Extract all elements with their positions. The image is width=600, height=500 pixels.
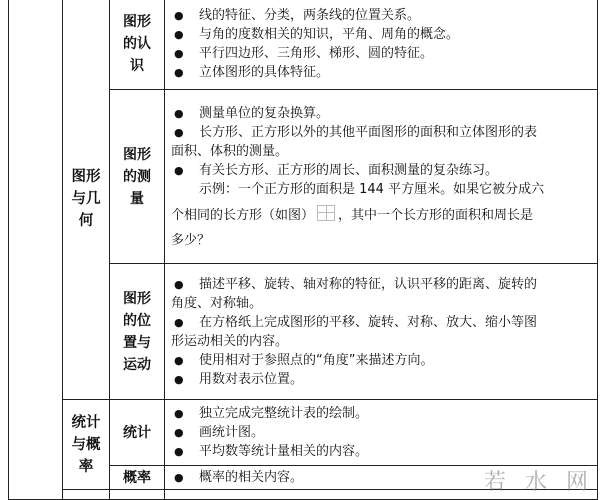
content-statistics: [165, 400, 598, 466]
content-recognition: [165, 0, 598, 90]
bullet-icon: ●: [174, 277, 184, 291]
content-position: [165, 264, 598, 400]
example-text: 多少？: [171, 232, 211, 248]
list-item: ● 平均数等统计量相关的内容。: [174, 444, 369, 459]
list-item: ● 有关长方形、正方形的周长、面积测量的复杂练习。: [174, 162, 499, 178]
sub-label-recognition: 图形的认识: [110, 0, 165, 90]
bullet-icon: ●: [174, 66, 184, 79]
rectangle-grid-figure: [317, 205, 335, 221]
sub-label-position: 图形的位置与运动: [110, 264, 165, 400]
list-item: ● 线的特征、分类，两条线的位置关系。: [174, 8, 421, 23]
list-item: ● 独立完成完整统计表的绘制。: [174, 406, 369, 421]
list-item: ● 测量单位的复杂换算。: [174, 105, 330, 121]
sub-label-statistics: 统计: [110, 400, 165, 466]
table-row: [9, 400, 598, 466]
area-label-geometry: 图形与几何: [63, 0, 110, 400]
list-item: ● 长方形、正方形以外的其他平面图形的面积和立体图形的表: [174, 124, 538, 140]
empty-cell: [110, 490, 165, 500]
bullet-icon: ●: [174, 163, 184, 177]
list-item-continuation: 角度、对称轴。: [171, 295, 263, 311]
list-item: ● 使用相对于参照点的“角度”来描述方向。: [174, 352, 434, 368]
example-text: 示例：一个正方形的面积是 144 平方厘米。如果它被分成六: [199, 181, 545, 197]
bullet-icon: ●: [174, 28, 184, 41]
left-margin-cell: [9, 0, 63, 500]
bullet-icon: ●: [174, 471, 184, 484]
list-item: ● 平行四边形、三角形、梯形、圆的特征。: [174, 46, 434, 61]
bullet-icon: ●: [174, 445, 184, 458]
table-row: [9, 0, 598, 90]
list-item: ● 在方格纸上完成图形的平移、旋转、对称、放大、缩小等图: [174, 314, 538, 330]
bullet-icon: ●: [174, 315, 184, 329]
empty-cell: [63, 490, 110, 500]
list-item: ● 描述平移、旋转、轴对称的特征，认识平移的距离、旋转的: [174, 276, 538, 292]
list-item-continuation: 形运动相关的内容。: [171, 333, 289, 349]
curriculum-table: [8, 0, 598, 500]
list-item: ● 立体图形的具体特征。: [174, 65, 330, 80]
area-label-stats: 统计与概率: [63, 400, 110, 490]
watermark: 若 水 网: [484, 470, 594, 495]
list-item: ● 概率的相关内容。: [174, 470, 304, 485]
list-item: ● 与角的度数相关的知识，平角、周角的概念。: [174, 27, 460, 42]
bullet-icon: ●: [174, 353, 184, 367]
bullet-icon: ●: [174, 125, 184, 139]
list-item: ● 画统计图。: [174, 425, 265, 440]
list-item-continuation: 面积、体积的测量。: [171, 143, 289, 159]
bullet-icon: ●: [174, 372, 184, 386]
example-text: 个相同的长方形（如图） ，其中一个长方形的面积和周长是: [171, 199, 593, 225]
bullet-icon: ●: [174, 426, 184, 439]
bullet-icon: ●: [174, 9, 184, 22]
sub-label-probability: 概率: [110, 466, 165, 490]
content-measurement: [165, 90, 598, 264]
bullet-icon: ●: [174, 106, 184, 120]
bullet-icon: ●: [174, 47, 184, 60]
bullet-icon: ●: [174, 407, 184, 420]
sub-label-measurement: 图形的测量: [110, 90, 165, 264]
list-item: ● 用数对表示位置。: [174, 371, 304, 387]
